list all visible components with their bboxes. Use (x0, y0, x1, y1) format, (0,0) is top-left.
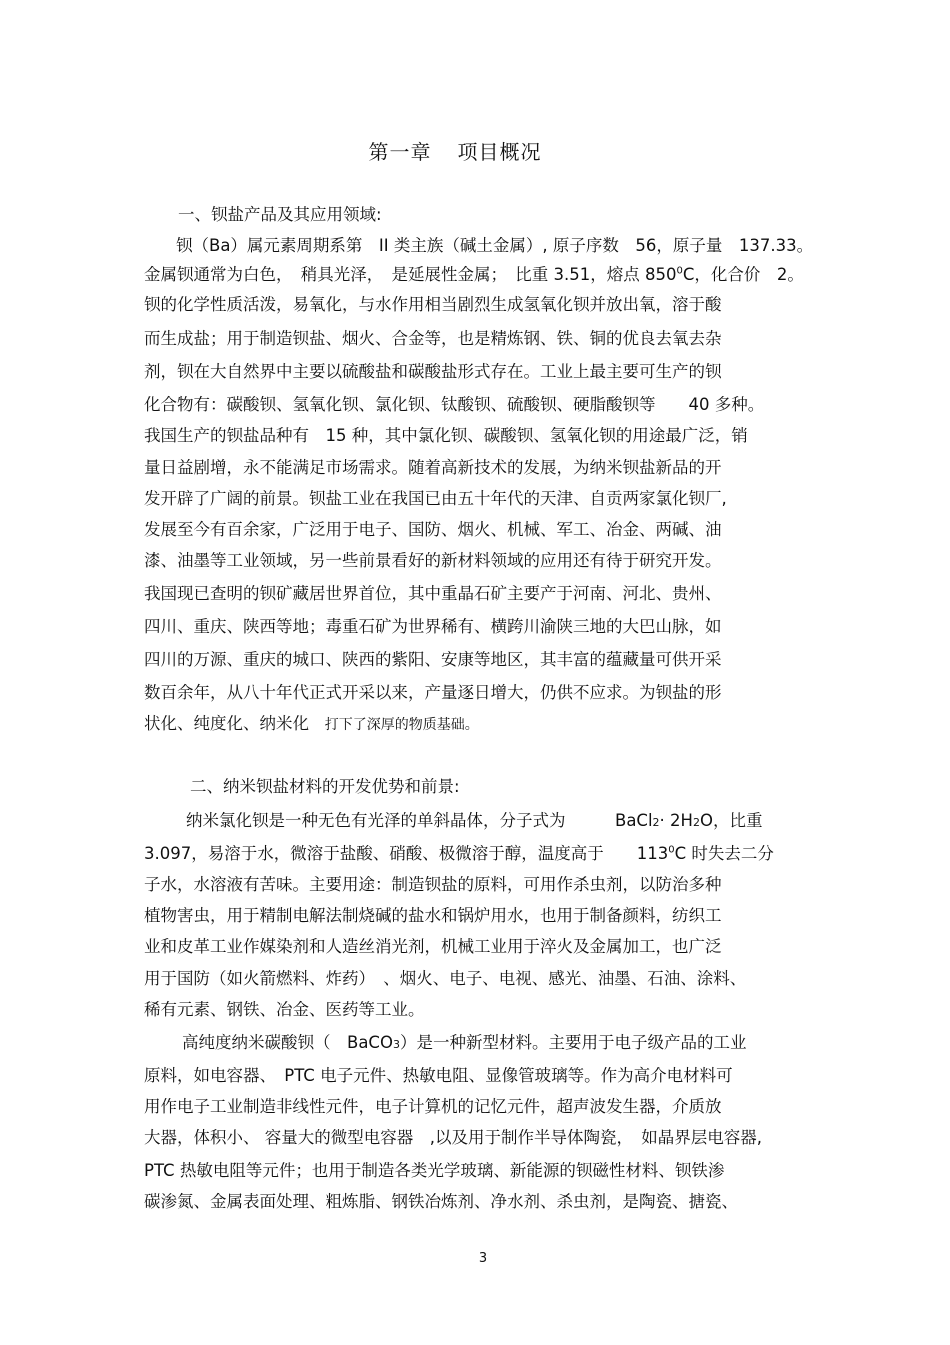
paragraph-line: 植物害虫，用于精制电解法制烧碱的盐水和锅炉用水，也用于制备颜料，纺织工 (144, 906, 722, 925)
paragraph-line: 发展至今有百余家，广泛用于电子、国防、烟火、机械、军工、冶金、两碱、油 (144, 520, 722, 539)
paragraph-line: 剂，钡在大自然界中主要以硫酸盐和碳酸盐形式存在。工业上最主要可生产的钡 (144, 362, 722, 381)
section-heading: 一、钡盐产品及其应用领域: (178, 205, 382, 224)
paragraph-line: 我国现已查明的钡矿藏居世界首位，其中重晶石矿主要产于河南、河北、贵州、 (144, 584, 722, 603)
paragraph-line: 大器，体积小、 容量大的微型电容器 ,以及用于制作半导体陶瓷， 如晶界层电容器, (144, 1128, 762, 1147)
paragraph-line: 原料，如电容器、 PTC 电子元件、热敏电阻、显像管玻璃等。作为高介电材料可 (144, 1066, 733, 1085)
chapter-title (0, 136, 910, 165)
paragraph-line: 漆、油墨等工业领域，另一些前景看好的新材料领域的应用还有待于研究开发。 (144, 551, 722, 570)
paragraph-line: 数百余年，从八十年代正式开采以来，产量逐日增大，仍供不应求。为钡盐的形 (144, 683, 722, 702)
chapter-number: 第一章 (368, 140, 432, 164)
paragraph-line: 用于国防（如火箭燃料、炸药） 、烟火、电子、电视、感光、油墨、石油、涂料、 (144, 969, 747, 988)
paragraph-line: 而生成盐；用于制造钡盐、烟火、合金等，也是精炼钢、铁、铜的优良去氧去杂 (144, 329, 722, 348)
paragraph-line: 化合物有：碳酸钡、氢氧化钡、氯化钡、钛酸钡、硫酸钡、硬脂酸钡等 40 多种。 (144, 395, 765, 414)
paragraph-line: 纳米氯化钡是一种无色有光泽的单斜晶体，分子式为 BaCl2· 2H2O，比重 (186, 811, 763, 830)
paragraph-line: 量日益剧增，永不能满足市场需求。随着高新技术的发展，为纳米钡盐新品的开 (144, 458, 722, 477)
paragraph-line: 碳渗氮、金属表面处理、粗炼脂、钢铁冶炼剂、净水剂、杀虫剂，是陶瓷、搪瓷、 (144, 1192, 738, 1211)
paragraph-line: 3.097，易溶于水，微溶于盐酸、硝酸、极微溶于醇，温度高于 $113^0C$ 时失去二分 (144, 844, 774, 863)
page-number: 3 (478, 1251, 488, 1266)
paragraph-line: 四川、重庆、陕西等地；毒重石矿为世界稀有、横跨川渝陕三地的大巴山脉，如 (144, 617, 722, 636)
chapter-name: 项目概况 (457, 140, 542, 164)
paragraph-line: 高纯度纳米碳酸钡（ BaCO3）是一种新型材料。主要用于电子级产品的工业 (182, 1033, 747, 1052)
paragraph-line: 用作电子工业制造非线性元件，电子计算机的记忆元件，超声波发生器，介质放 (144, 1097, 722, 1116)
paragraph-line: 四川的万源、重庆的城口、陕西的紫阳、安康等地区，其丰富的蕴藏量可供开采 (144, 650, 722, 669)
paragraph-line: 我国生产的钡盐品种有 15 种，其中氯化钡、碳酸钡、氢氧化钡的用途最广泛，销 (144, 426, 748, 445)
paragraph-line: 子水，水溶液有苦味。主要用途：制造钡盐的原料，可用作杀虫剂，以防治多种 (144, 875, 722, 894)
paragraph-line: 状化、纯度化、纳米化 打下了深厚的物质基础。 (144, 714, 479, 733)
paragraph-line: 发开辟了广阔的前景。钡盐工业在我国已由五十年代的天津、自贡两家氯化钡厂, (144, 489, 727, 508)
paragraph-line: 稀有元素、钢铁、冶金、医药等工业。 (144, 1000, 425, 1019)
paragraph-line: PTC 热敏电阻等元件；也用于制造各类光学玻璃、新能源的钡磁性材料、钡铁渗 (144, 1161, 725, 1180)
paragraph-line: 钡的化学性质活泼，易氧化，与水作用相当剧烈生成氢氧化钡并放出氧，溶于酸 (144, 295, 722, 314)
paragraph-line: 业和皮革工业作媒染剂和人造丝消光剂，机械工业用于淬火及金属加工，也广泛 (144, 937, 722, 956)
paragraph-line: 金属钡通常为白色， 稍具光泽， 是延展性金属； 比重 3.51，熔点 $850^0C$，化合价 2。 (144, 265, 804, 284)
section-heading: 二、纳米钡盐材料的开发优势和前景: (190, 777, 460, 796)
paragraph-line: 钡（Ba）属元素周期系第 II 类主族（碱土金属）, 原子序数 56，原子量 137.33。 (176, 236, 814, 255)
